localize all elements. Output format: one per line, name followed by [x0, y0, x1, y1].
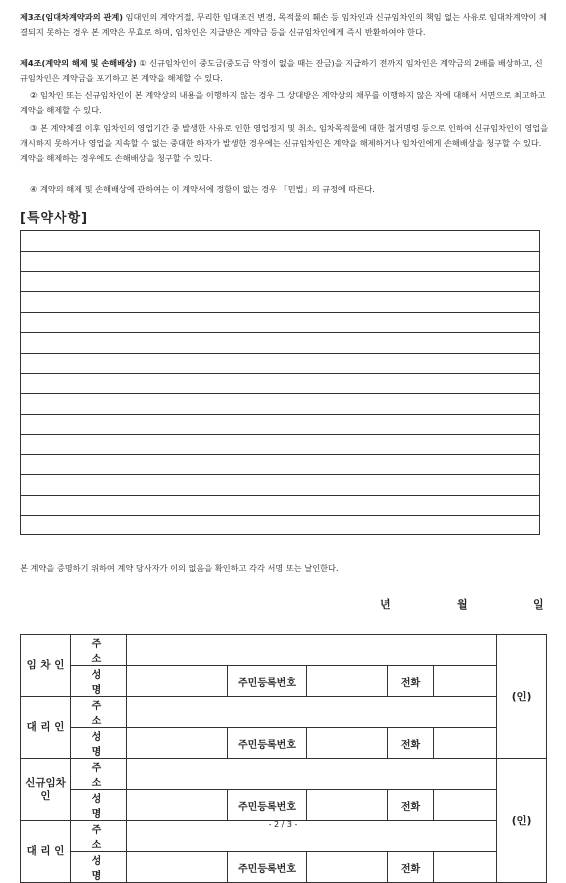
address-label: 주소 — [71, 697, 127, 728]
signature-table — [20, 634, 547, 883]
new-tenant-seal[interactable]: (인) — [497, 759, 547, 883]
tenant-phone-field[interactable] — [434, 666, 497, 697]
tenant-agent-phone-field[interactable] — [434, 728, 497, 759]
new-tenant-agent-phone-field[interactable] — [434, 852, 497, 883]
new-tenant-name-field[interactable] — [127, 790, 228, 821]
tenant-agent-name-field[interactable] — [127, 728, 228, 759]
article-4-heading: 제4조(계약의 해제 및 손해배상) — [20, 58, 137, 68]
name-label: 성명 — [71, 728, 127, 759]
date-year-label: 년 — [380, 598, 391, 611]
phone-label: 전화 — [388, 852, 434, 883]
article-3 — [20, 10, 550, 40]
phone-label: 전화 — [388, 666, 434, 697]
special-terms-line — [21, 495, 539, 496]
new-tenant-agent-label: 대 리 인 — [21, 821, 71, 883]
tenant-agent-address-field[interactable] — [127, 697, 497, 728]
new-tenant-rrn-field[interactable] — [307, 790, 388, 821]
new-tenant-label: 신규임차인 — [21, 759, 71, 821]
special-terms-line — [21, 414, 539, 415]
page-number: - 2 / 3 - — [268, 820, 298, 829]
new-tenant-agent-name-field[interactable] — [127, 852, 228, 883]
special-terms-line — [21, 271, 539, 272]
special-terms-title: [특약사항] — [20, 211, 89, 226]
name-label: 성명 — [71, 852, 127, 883]
tenant-agent-label: 대 리 인 — [21, 697, 71, 759]
name-label: 성명 — [71, 790, 127, 821]
new-tenant-phone-field[interactable] — [434, 790, 497, 821]
tenant-seal[interactable]: (인) — [497, 635, 547, 759]
special-terms-line — [21, 251, 539, 252]
special-terms-line — [21, 353, 539, 354]
tenant-agent-rrn-field[interactable] — [307, 728, 388, 759]
article-4-p3: ③ 본 계약체결 이후 임차인의 영업기간 중 발생한 사유로 인한 영업정지 및 취소, 임차목적물에 대한 철거명령 등으로 인하여 신규임차인이 영업을 개시하지 못하거나 영업을 지속할 수 없는 중대한 하자가 발생한 경우에는 신규임차인은 계약을 해제하거나 임차인에게 손해배상을 청구할 수 있다. 계약을 해제하는 경우에도 손해배상을 청구할 수 있다. — [20, 123, 549, 163]
article-4-p1 — [20, 56, 550, 86]
name-label: 성명 — [71, 666, 127, 697]
rrn-label: 주민등록번호 — [228, 666, 307, 697]
special-terms-line — [21, 474, 539, 475]
article-4-p4: ④ 계약의 해제 및 손해배상에 관하여는 이 계약서에 정함이 없는 경우 「민법」의 규정에 따른다. — [30, 184, 375, 194]
date-month-label: 월 — [457, 598, 468, 611]
special-terms-line — [21, 332, 539, 333]
special-terms-line — [21, 393, 539, 394]
rrn-label: 주민등록번호 — [228, 728, 307, 759]
special-terms-box[interactable] — [20, 230, 540, 535]
article-3-text: 임대인의 계약거절, 무리한 임대조건 변경, 목적물의 훼손 등 임차인과 신규임차인의 책임 없는 사유로 임대차계약이 체결되지 못하는 경우 본 계약은 무효로 하며, 임차인은 지급받은 계약금 등을 신규임차인에게 즉시 반환하여야 한다. — [20, 12, 547, 37]
confirmation-statement: 본 계약을 증명하기 위하여 계약 당사자가 이의 없음을 확인하고 각각 서명 또는 날인한다. — [20, 563, 339, 573]
article-4-p1-text: ① 신규임차인이 중도금(중도금 약정이 없을 때는 잔금)을 지급하기 전까지 임차인은 계약금의 2배를 배상하고, 신규임차인은 계약금을 포기하고 본 계약을 해제할 수 있다. — [20, 58, 543, 83]
phone-label: 전화 — [388, 728, 434, 759]
article-3-heading: 제3조(임대차계약과의 관계) — [20, 12, 124, 22]
address-label: 주소 — [71, 635, 127, 666]
address-label: 주소 — [71, 759, 127, 790]
special-terms-line — [21, 454, 539, 455]
special-terms-line — [21, 373, 539, 374]
new-tenant-address-field[interactable] — [127, 759, 497, 790]
rrn-label: 주민등록번호 — [228, 790, 307, 821]
phone-label: 전화 — [388, 790, 434, 821]
special-terms-line — [21, 434, 539, 435]
date-day-label: 일 — [533, 598, 544, 611]
special-terms-line — [21, 515, 539, 516]
special-terms-line — [21, 312, 539, 313]
new-tenant-agent-rrn-field[interactable] — [307, 852, 388, 883]
rrn-label: 주민등록번호 — [228, 852, 307, 883]
tenant-name-field[interactable] — [127, 666, 228, 697]
special-terms-line — [21, 291, 539, 292]
tenant-address-field[interactable] — [127, 635, 497, 666]
article-4-p2: ② 임차인 또는 신규임차인이 본 계약상의 내용을 이행하지 않는 경우 그 상대방은 계약상의 채무를 이행하지 않은 자에 대해서 서면으로 최고하고 계약을 해제할 수 있다. — [20, 90, 546, 115]
tenant-rrn-field[interactable] — [307, 666, 388, 697]
address-label: 주소 — [71, 821, 127, 852]
tenant-label: 임 차 인 — [21, 635, 71, 697]
